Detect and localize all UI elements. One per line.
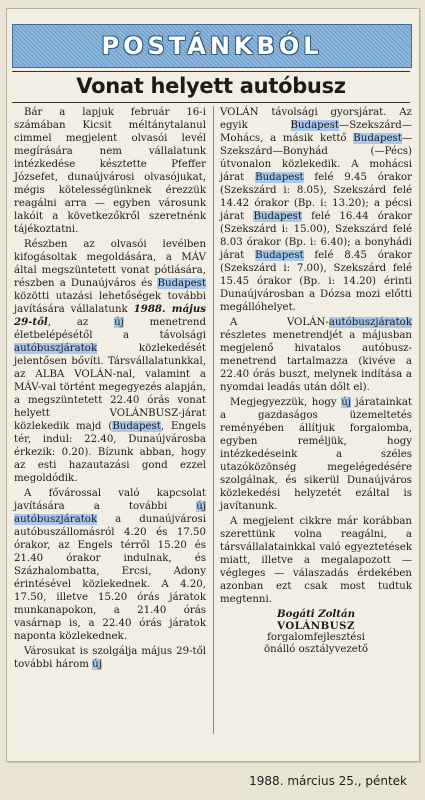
search-highlight: új [341, 397, 351, 408]
article-column-left [14, 106, 206, 673]
author-department: forgalomfejlesztési [267, 632, 365, 643]
search-highlight: új [114, 317, 124, 328]
author-organization: VOLÁNBUSZ [277, 620, 355, 632]
author-title: önálló osztályvezető [264, 644, 368, 655]
article-headline: Vonat helyett autóbusz [76, 74, 346, 98]
search-highlight: Budapest [253, 211, 302, 222]
search-highlight: Budapest [353, 133, 402, 144]
search-highlight: Budapest [290, 120, 340, 131]
left-paragraph-1: Bár a lapjuk február 16-i számában Kicsit méltánytalanul cimmel megjelent olvasói levél megírására nem vállalatunk intézkedése késztette Pfeffer Józsefet, dunaújvárosi olvasójukat, mégis kötelességünknek érezzük reagálni arra — egyben városunk lakóit a következőkről szeretnénk tájékoztatni. [14, 107, 206, 235]
search-highlight: Budapest [157, 278, 206, 289]
article-column-right [220, 106, 412, 656]
search-highlight: autóbuszjáratok [14, 343, 98, 354]
left-paragraph-4: Városukat is szolgálja május 29-től további három új [14, 646, 206, 670]
headline-top-rule [12, 71, 410, 72]
search-highlight: új autóbuszjáratok [14, 501, 206, 525]
search-highlight: új [92, 659, 102, 670]
right-paragraph-4: A megjelent cikkre már korábban szerettünk volna reagálni, a társvállalatainkkal való egyeztetések miatt, illetve a megalapozott — végleges — válaszadás érdekében azonban ezt csak most tudtuk megtenni. [220, 516, 412, 605]
column-divider [213, 106, 214, 734]
author-name: Bogáti Zoltán [276, 608, 356, 620]
publication-date: 1988. március 25., péntek [249, 774, 407, 788]
section-title: POSTÁNKBÓL [101, 32, 323, 60]
right-paragraph-1: VOLÁN távolsági gyorsjárat. Az egyik Budapest—Szekszárd—Mohács, a másik kettő Budapest—Szekszárd—Bonyhád (—Pécs) útvonalon közlekedik. A mohácsi járat Budapest felé 9.45 órakor (Szekszárd i: 8.05), Szekszárd felé 14.42 órakor (Bp. i: 13.20); a pécsi járat Budapest felé 16.44 órakor (Szekszárd i: 15.00), Szekszárd felé 8.03 órakor (Bp. i: 6.40); a bonyhádi járat Budapest felé 8.45 órakor (Szekszárd i: 7.00), Szekszárd felé 15.45 órakor (Bp. i: 14.20) érinti Dunaújvárosban a Dózsa mozi előtti megállóhelyet. [220, 107, 412, 313]
headline-bottom-rule [12, 102, 410, 103]
left-paragraph-2: Részben az olvasói levélben kifogásoltak megoldására, a MÁV által megszüntetett vonat pótlására, részben a Dunaújváros és Budapest közötti utazási lehetőségek további javítására vállalatunk 1988. május 29-től, az új menetrend életbelépésétől a távolsági autóbuszjáratok közlekedését jelentősen bővíti. Társvállalatunkkal, az ALBA VOLÁN-nal, valamint a MÁV-val történt megegyezés alapján, a megszüntetett 22.40 órás vonat helyett VOLÁNBUSZ-járat közlekedik majd (Budapest, Engels tér, indul: 22.40, Dunaújvárosba érkezik: 0.20). Bízunk abban, hogy az esti hazautazási gond ezzel megoldódik. [14, 239, 207, 484]
search-highlight: Budapest [112, 421, 161, 432]
search-highlight: Budapest [255, 172, 304, 183]
right-paragraph-2: A VOLÁN-autóbuszjáratok részletes menetrendjét a májusban megjelenő hivatalos autóbusz-menetrend tartalmazza (kivéve a 22.40 órás buszt, melynek indítása a nyomdai leadás után dőlt el). [220, 317, 412, 393]
signature-block [220, 608, 412, 656]
search-highlight: Budapest [255, 250, 304, 261]
start-date: 1988. május 29-től [14, 303, 206, 328]
right-paragraph-3: Megjegyezzük, hogy új járatainkat a gazdaságos üzemeltetés reményében állítjuk forgalomba, egyben reméljük, hogy intézkedéseink a széles utazóközönség megelégedésére szolgálnak, és sikerül Dunaújváros közlekedési helyzetét ezáltal is javítanunk. [220, 397, 412, 512]
section-banner [12, 24, 412, 68]
search-highlight: autóbuszjáratok [328, 317, 412, 328]
left-paragraph-3: A fővárossal való kapcsolat javítására a további új autóbuszjáratok a dunaújvárosi autóbuszállomásról 4.20 és 17.50 órakor, az Engels térről 15.20 és 21.40 órakor indulnak, és Százhalombatta, Ercsi, Adony érintésével közlekednek. A 4.20, 17.50, illetve 15.20 órás járatok munkanapokon, a 21.40 órás vasárnap is, a 22.40 órás járatok naponta közlekednek. [14, 488, 206, 642]
